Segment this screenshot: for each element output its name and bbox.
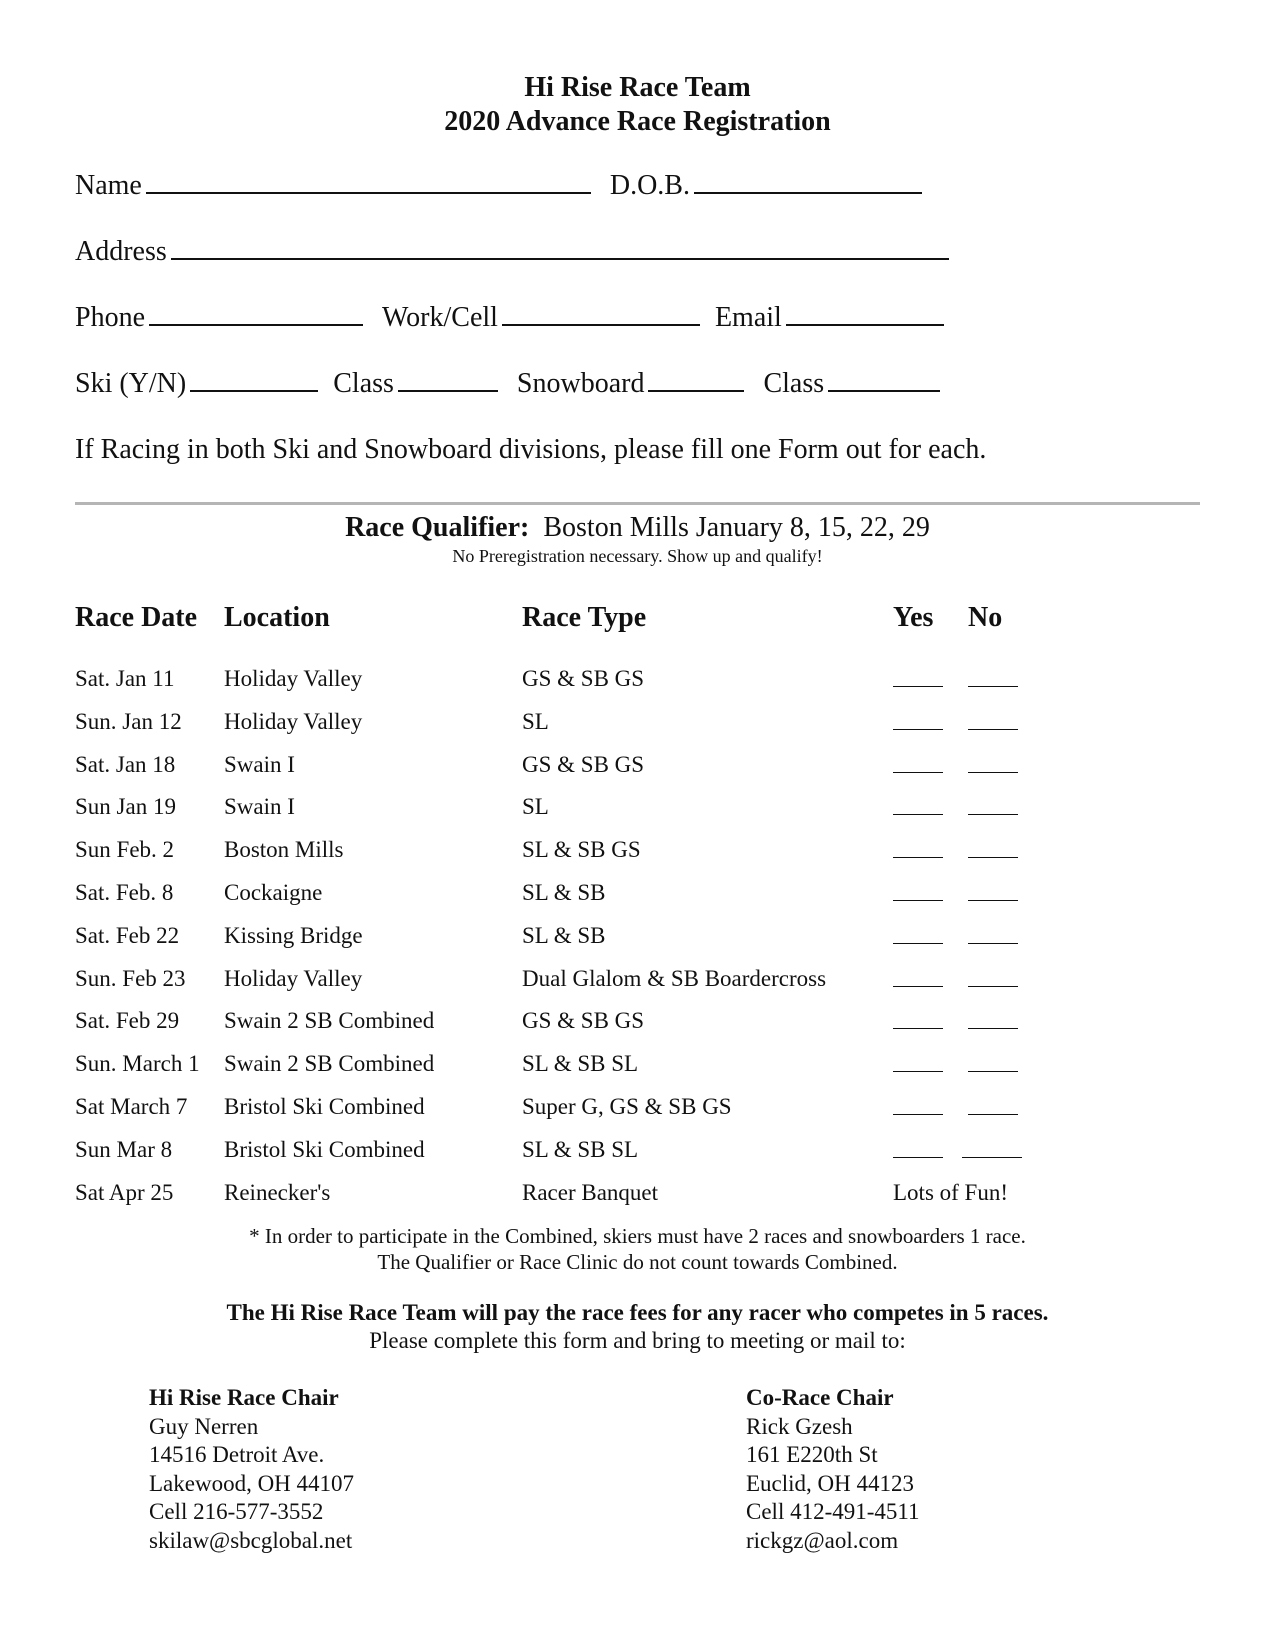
yes-blank[interactable] [893,800,943,815]
header-no: No [968,602,1003,633]
table-row [0,752,1275,782]
row-race-type: SL & SB [522,880,606,905]
contact-city: Lakewood, OH 44107 [149,1470,355,1496]
workcell-field[interactable] [502,302,700,326]
contact-phone: Cell 216-577-3552 [149,1499,324,1524]
footnote-line-2: The Qualifier or Race Clinic do not count towards Combined. [377,1250,898,1274]
yes-blank[interactable] [893,929,943,944]
row-date: Sun. Feb 23 [75,965,186,991]
no-blank[interactable] [968,1057,1018,1072]
row-date: Sat. Jan 11 [75,666,175,691]
contact-title: Co-Race Chair [746,1385,894,1410]
fees-statement: The Hi Rise Race Team will pay the race fees for any racer who competes in 5 races. [226,1300,1049,1325]
email-field[interactable] [786,302,944,326]
row-date: Sat. Feb 29 [75,1008,180,1034]
table-row [0,794,1275,824]
row-location: Cockaigne [224,880,323,905]
row-date: Sat March 7 [75,1094,188,1119]
qualifier-note: No Preregistration necessary. Show up and qualify! [452,546,823,566]
class2-label: Class [763,368,825,399]
table-row [0,1094,1275,1124]
contact-city: Euclid, OH 44123 [746,1470,915,1496]
yes-blank[interactable] [893,1057,943,1072]
row-location: Holiday Valley [224,666,363,691]
row-date: Sun Jan 19 [75,794,176,820]
table-row [0,923,1275,953]
table-row [0,1008,1275,1038]
dob-label: D.O.B. [609,170,690,201]
row-date: Sat. Feb. 8 [75,880,174,905]
row-location: Boston Mills [224,837,344,863]
row-race-type: SL & SB SL [522,1136,639,1162]
row-race-type: Super G, GS & SB GS [522,1094,732,1119]
row-race-type: GS & SB GS [522,1008,645,1034]
row-date: Sun. Jan 12 [75,708,182,734]
mail-instruction: Please complete this form and bring to meeting or mail to: [369,1328,906,1353]
address-label: Address [75,236,167,267]
no-blank[interactable] [968,800,1018,815]
table-row [0,837,1275,867]
row-race-type: GS & SB GS [522,666,645,691]
contact-phone: Cell 412-491-4511 [746,1499,920,1524]
header-race-type: Race Type [522,602,647,633]
row-location: Bristol Ski Combined [224,1136,425,1162]
no-blank[interactable] [968,1014,1018,1029]
table-row [0,880,1275,910]
phone-row [75,302,948,334]
no-blank[interactable] [968,929,1018,944]
qualifier-text: Boston Mills January 8, 15, 22, 29 [543,512,930,543]
row-race-type: SL & SB [522,922,606,948]
row-date: Sat. Jan 18 [75,751,176,777]
table-row [0,709,1275,739]
no-blank[interactable] [962,1143,1022,1158]
page-title: Hi Rise Race Team [524,72,751,103]
divider [75,502,1200,505]
snowboard-field[interactable] [648,368,744,392]
yes-blank[interactable] [893,1143,943,1158]
yes-blank[interactable] [893,758,943,773]
row-location: Reinecker's [224,1180,331,1205]
row-location: Kissing Bridge [224,922,363,948]
header-location: Location [224,602,330,633]
page-subtitle: 2020 Advance Race Registration [444,106,831,137]
phone-label: Phone [75,302,145,333]
row-location: Holiday Valley [224,965,363,991]
email-label: Email [714,302,782,333]
name-label: Name [75,170,142,201]
class-label: Class [333,368,394,399]
yes-blank[interactable] [893,1014,943,1029]
instruction-text: If Racing in both Ski and Snowboard divisions, please fill one Form out for each. [75,434,987,465]
row-race-type: SL [522,708,549,734]
phone-field[interactable] [149,302,363,326]
workcell-label: Work/Cell [382,302,498,333]
qualifier-label: Race Qualifier: [345,512,530,543]
contact-street: 14516 Detroit Ave. [149,1442,325,1467]
class-field[interactable] [398,368,498,392]
yes-blank[interactable] [893,843,943,858]
row-location: Swain 2 SB Combined [224,1008,435,1034]
header-race-date: Race Date [75,602,198,633]
no-blank[interactable] [968,843,1018,858]
no-blank[interactable] [968,715,1018,730]
table-row [0,666,1275,696]
ski-row [75,368,944,400]
row-note: Lots of Fun! [893,1180,1008,1205]
contact-street: 161 E220th St [746,1442,878,1467]
no-blank[interactable] [968,972,1018,987]
snowboard-label: Snowboard [516,368,645,399]
row-race-type: GS & SB GS [522,751,645,777]
yes-blank[interactable] [893,886,943,901]
yes-blank[interactable] [893,972,943,987]
contact-title: Hi Rise Race Chair [149,1385,339,1410]
table-row [0,966,1275,996]
row-location: Swain 2 SB Combined [224,1051,435,1077]
row-race-type: Racer Banquet [522,1180,659,1205]
row-location: Swain I [224,794,295,820]
table-row-banquet [0,1180,1275,1210]
qualifier-line [0,512,1275,544]
row-race-type: SL & SB SL [522,1051,639,1077]
row-race-type: Dual Glalom & SB Boardercross [522,965,827,991]
contact-email: skilaw@sbcglobal.net [149,1527,353,1553]
no-blank[interactable] [968,886,1018,901]
yes-blank[interactable] [893,715,943,730]
row-date: Sun Mar 8 [75,1136,173,1162]
row-date: Sun. March 1 [75,1051,200,1077]
table-row [0,1137,1275,1167]
row-date: Sun Feb. 2 [75,837,175,863]
row-location: Swain I [224,751,295,777]
ski-label: Ski (Y/N) [75,368,187,399]
row-race-type: SL & SB GS [522,837,641,863]
contact-chair [149,1384,354,1555]
yes-blank[interactable] [893,672,943,687]
contact-name: Guy Nerren [149,1413,259,1439]
name-field[interactable] [146,170,591,194]
row-location: Holiday Valley [224,708,363,734]
no-blank[interactable] [968,1100,1018,1115]
contact-email: rickgz@aol.com [746,1527,899,1553]
row-date: Sat. Feb 22 [75,922,180,948]
footnote-line-1: * In order to participate in the Combined, skiers must have 2 races and snowboarders 1 race. [249,1224,1026,1248]
class2-field[interactable] [828,368,940,392]
row-race-type: SL [522,794,549,820]
contact-name: Rick Gzesh [746,1413,853,1439]
ski-field[interactable] [190,368,318,392]
row-location: Bristol Ski Combined [224,1094,425,1119]
header-yes: Yes [893,602,934,633]
address-row [75,236,953,268]
name-row [75,170,926,202]
row-date: Sat Apr 25 [75,1180,174,1205]
contact-co-chair [746,1384,920,1555]
address-field[interactable] [171,236,949,260]
dob-field[interactable] [694,170,922,194]
no-blank[interactable] [968,672,1018,687]
no-blank[interactable] [968,758,1018,773]
table-row [0,1051,1275,1081]
yes-blank[interactable] [893,1100,943,1115]
